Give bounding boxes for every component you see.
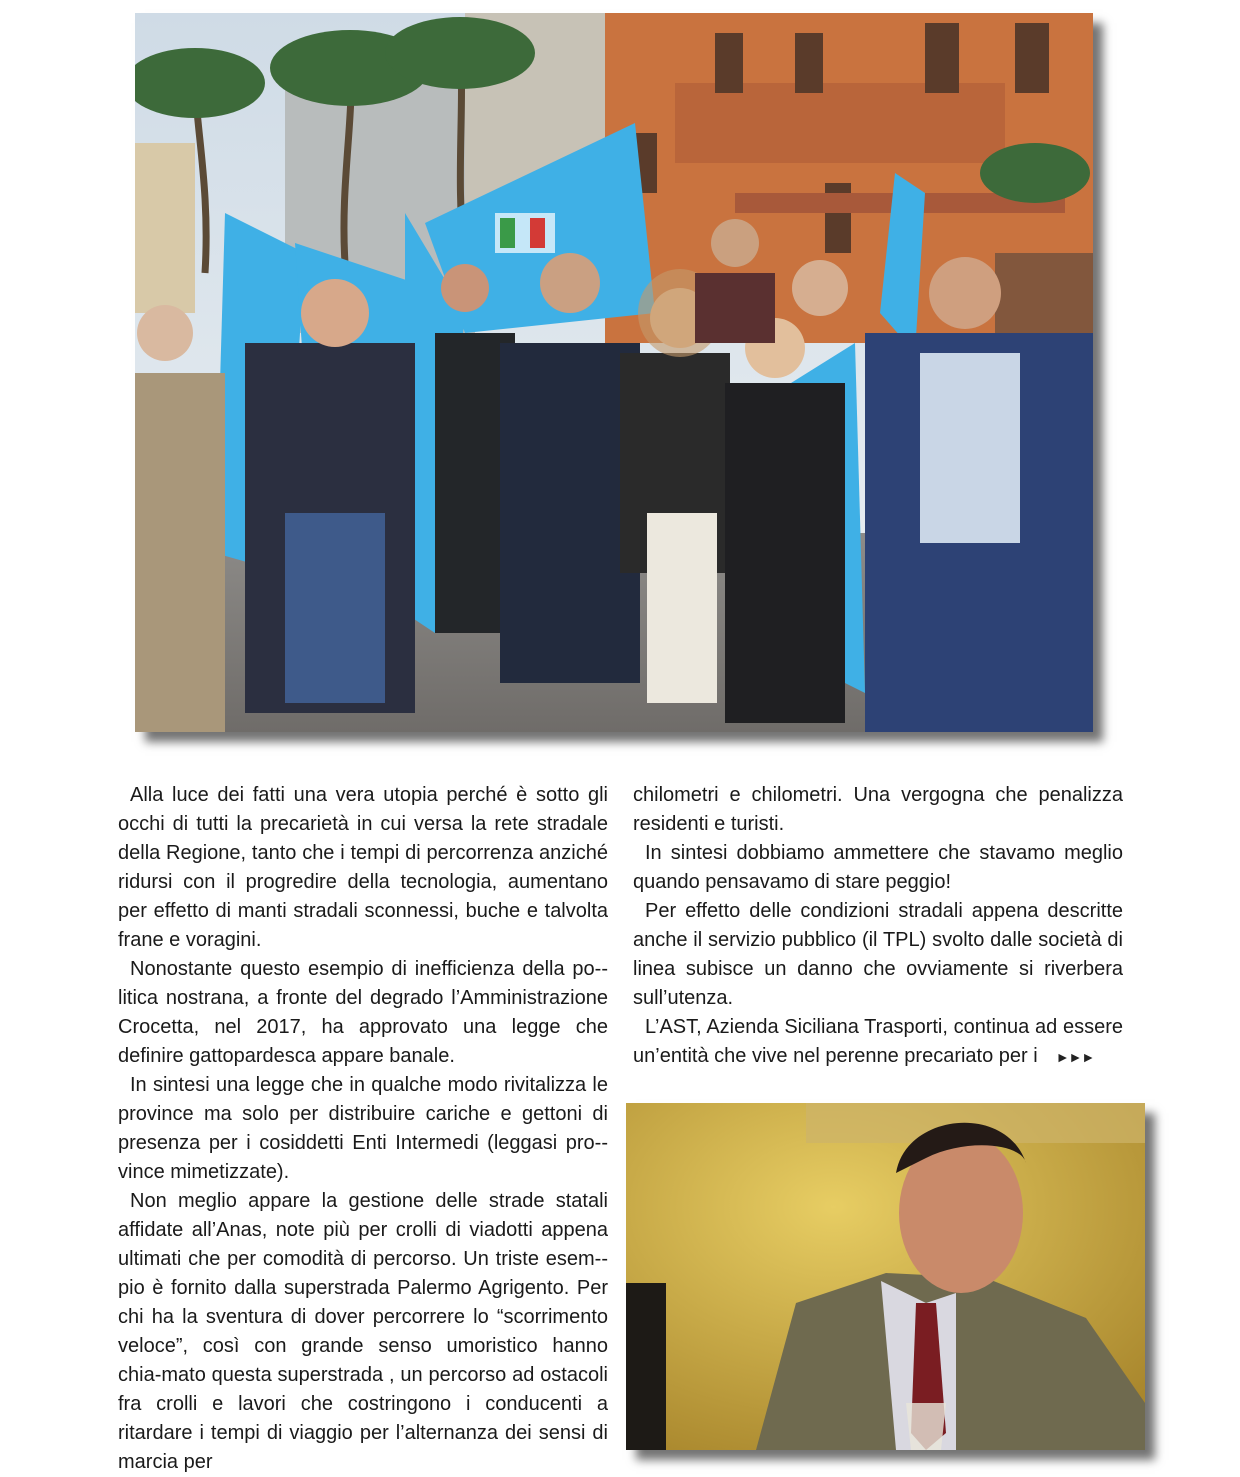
article-right-column [633,781,1123,1072]
paragraph: Non meglio appare la gestione delle strade statali affidate all’Anas, note più per crolli di viadotti appena ultimati che per comodità di percorso. Un triste esem-pio è fornito dalla superstrada Palermo Agrigento. Per chi ha la sventura di dover percorrere lo “scorrimento veloce”, così con grande senso umoristico hanno chia-mato questa superstrada , un percorso ad ostacoli fra crolli e lavori che costringono i conducenti a ritardare i tempi di viaggio per l’alternanza dei sensi di marcia per [118,1190,608,1473]
paragraph: Nonostante questo esempio di inefficienza della po-litica nostrana, a fronte del degrado l’Amministrazione Crocetta, nel 2017, ha approvato una legge che definire gattopardesca appare banale. [118,958,608,1067]
paragraph: Per effetto delle condizioni stradali appena descritte anche il servizio pubblico (il TPL) svolto dalle società di linea subisce un danno che ovviamente si riverbera sull’utenza. [633,900,1123,1009]
group-photo-flags [135,13,1093,732]
paragraph: Alla luce dei fatti una vera utopia perché è sotto gli occhi di tutti la precarietà in cui versa la rete stradale della Regione, tanto che i tempi di percorrenza anziché ridursi con il progredire della tecnologia, aumentano per effetto di manti stradali sconnessi, buche e talvolta frane e voragini. [118,784,608,951]
portrait-photo [626,1103,1145,1450]
paragraph-text: L’AST, Azienda Siciliana Trasporti, continua ad essere un’entità che vive nel perenne precariato per i [633,1016,1123,1067]
paragraph: In sintesi una legge che in qualche modo rivitalizza le province ma solo per distribuire cariche e gettoni di presenza per i cosiddetti Enti Intermedi (leggasi pro-vince mimetizzate). [118,1074,608,1183]
paragraph: In sintesi dobbiamo ammettere che stavamo meglio quando pensavamo di stare peggio! [633,842,1123,893]
article-left-column [118,781,608,1477]
paragraph-continuation: chilometri e chilometri. Una vergogna che penalizza residenti e turisti. [633,784,1123,835]
continue-arrows-icon: ►►► [1055,1049,1095,1065]
paragraph-last [633,1013,1123,1072]
